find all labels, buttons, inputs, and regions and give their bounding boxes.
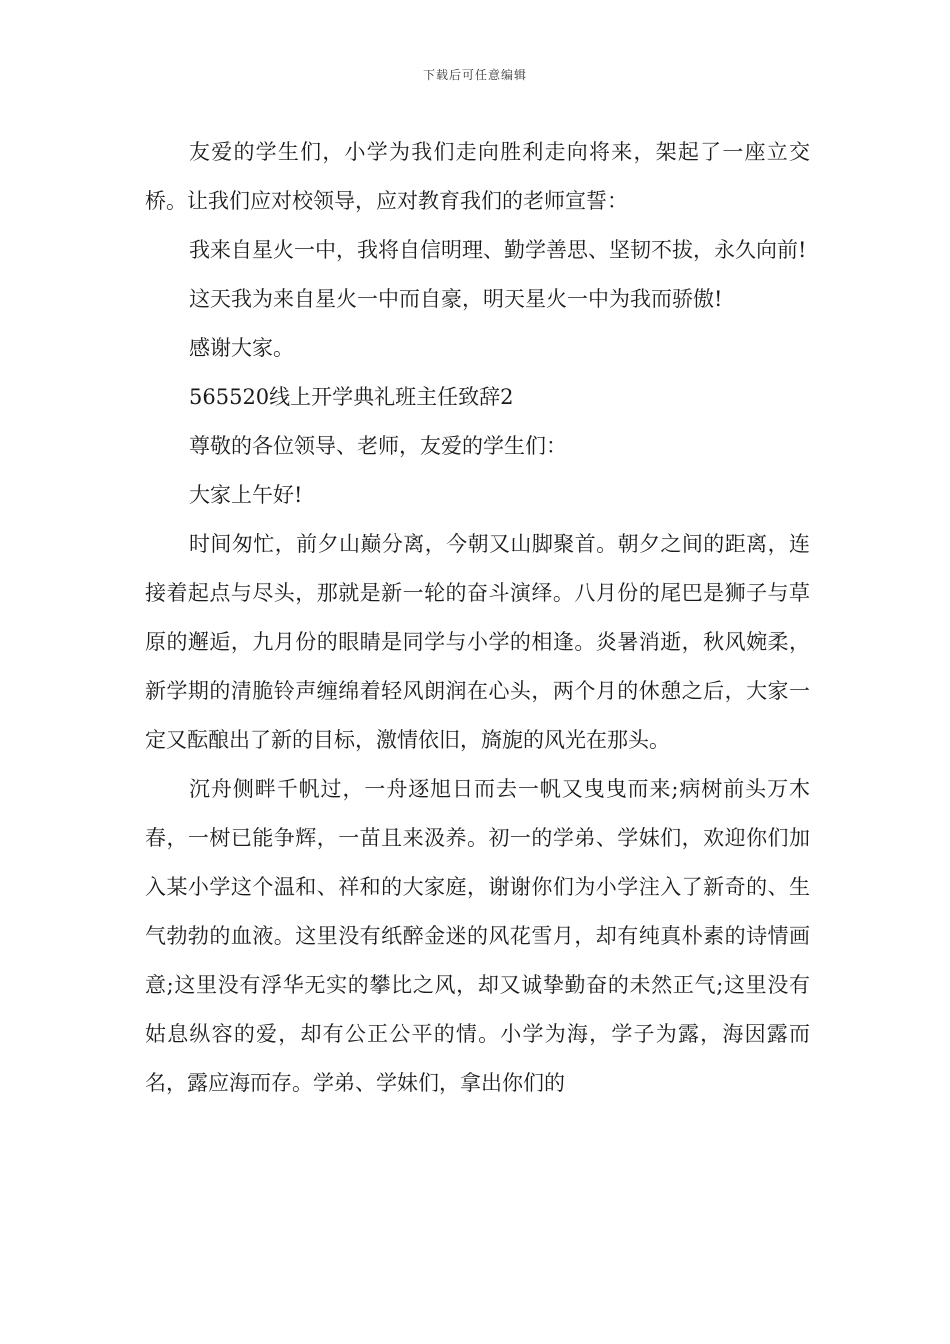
paragraph-body-1: 时间匆忙，前夕山巅分离，今朝又山脚聚首。朝夕之间的距离，连接着起点与尽头，那就是新一轮的奋斗演绎。八月份的尾巴是狮子与草原的邂逅，九月份的眼睛是同学与小学的相逢。炎暑消逝，秋风婉柔，新学期的清脆铃声缠绵着轻风朗润在心头，两个月的休憩之后，大家一定又酝酿出了新的目标，激情依旧，旖旎的风光在那头。 bbox=[145, 532, 810, 752]
paragraph-pride: 这天我为来自星火一中而自豪，明天星火一中为我而骄傲! bbox=[189, 287, 723, 311]
page-header: 下载后可任意编辑 bbox=[422, 68, 527, 82]
paragraph-greeting: 大家上午好! bbox=[189, 483, 303, 507]
paragraph-salutation: 尊敬的各位领导、老师，友爱的学生们： bbox=[189, 434, 567, 458]
section-title: 565520线上开学典礼班主任致辞2 bbox=[189, 385, 514, 409]
paragraph-pledge-intro: 友爱的学生们，小学为我们走向胜利走向将来，架起了一座立交桥。让我们应对校领导，应对教育我们的老师宣誓： bbox=[145, 140, 810, 213]
paragraph-pledge: 我来自星火一中，我将自信明理、勤学善思、坚韧不拔，永久向前! bbox=[189, 238, 807, 262]
paragraph-body-2: 沉舟侧畔千帆过，一舟逐旭日而去一帆又曳曳而来;病树前头万木春，一树已能争辉，一苗且来汲养。初一的学弟、学妹们，欢迎你们加入某小学这个温和、祥和的大家庭，谢谢你们为小学注入了新奇的、生气勃勃的血液。这里没有纸醉金迷的风花雪月，却有纯真朴素的诗情画意;这里没有浮华无实的攀比之风，却又诚挚勤奋的未然正气;这里没有姑息纵容的爱，却有公正公平的情。小学为海，学子为露，海因露而名，露应海而存。学弟、学妹们，拿出你们的 bbox=[145, 777, 810, 1095]
document-body bbox=[145, 128, 810, 1108]
paragraph-thanks: 感谢大家。 bbox=[189, 336, 294, 360]
